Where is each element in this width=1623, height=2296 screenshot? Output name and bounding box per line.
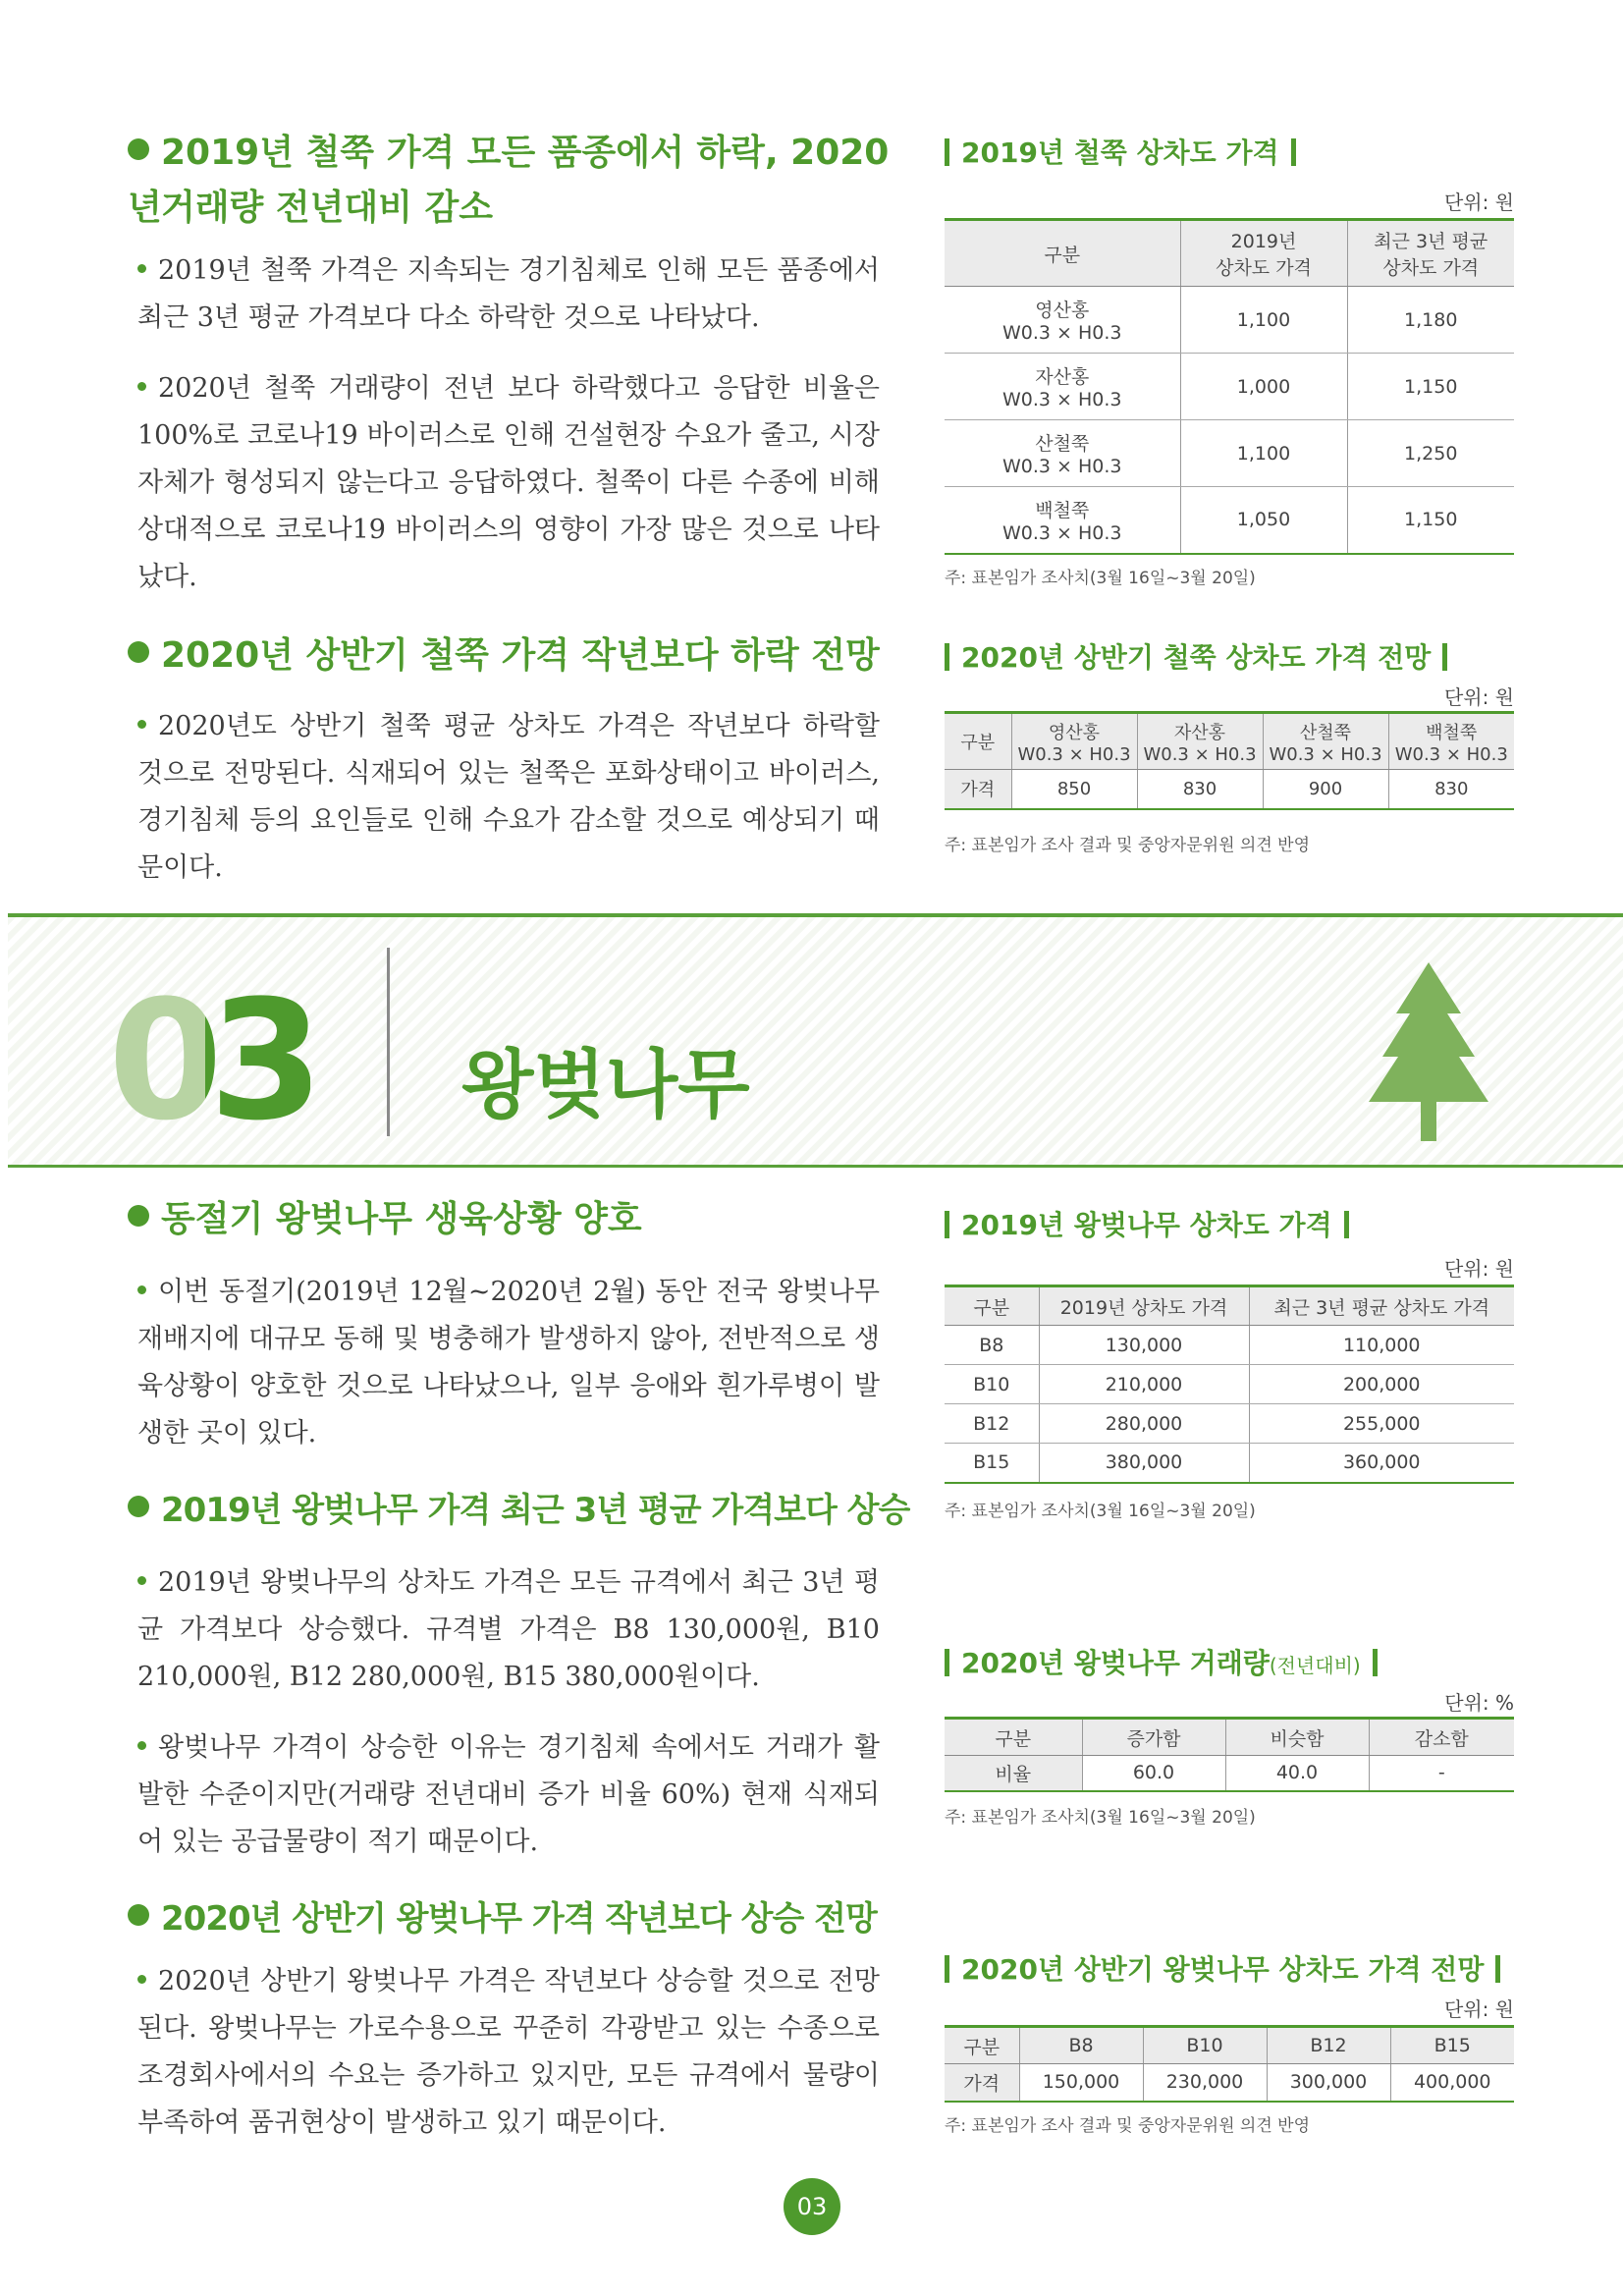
heading-bullet — [128, 138, 149, 160]
header-line: 최근 3년 평균 — [1374, 231, 1488, 252]
table1-note: 주: 표본임가 조사치(3월 16일~3월 20일) — [945, 569, 1256, 588]
header-line: 상차도 가격 — [1216, 257, 1312, 279]
table-cell: 900 — [1263, 770, 1388, 809]
tree-icon — [1365, 962, 1492, 1144]
table-cell: 200,000 — [1249, 1365, 1514, 1404]
table-cell: 400,000 — [1390, 2064, 1514, 2102]
heading-azalea-forecast — [128, 629, 893, 683]
table-row — [945, 1404, 1514, 1444]
title-bar-left — [945, 1649, 949, 1676]
table-cell: 1,180 — [1347, 287, 1514, 354]
table2-title — [945, 636, 1459, 676]
header-line: W0.3 × H0.3 — [1394, 743, 1508, 765]
paragraph-text: 2020년도 상반기 철쭉 평균 상차도 가격은 작년보다 하락할 것으로 전망된다. 식재되어 있는 철쭉은 포화상태이고 바이러스, 경기침체 등의 요인들로 인해 수요가 감소할 것으로 예상되기 때문이다. — [137, 711, 880, 883]
title-bar-right — [1344, 1211, 1349, 1238]
section-title: 왕벚나무 — [461, 1041, 750, 1128]
table-cell: 150,000 — [1019, 2064, 1143, 2102]
table-cell: B12 — [945, 1404, 1039, 1444]
title-bar-left — [945, 1955, 949, 1983]
paragraph-text: 왕벚나무 가격이 상승한 이유는 경기침체 속에서도 거래가 활발한 수준이지만(거래량 전년대비 증가 비율 60%) 현재 식재되어 있는 공급물량이 적기 때문이다. — [137, 1732, 880, 1857]
heading-bullet — [128, 1205, 149, 1227]
paragraph-cherry-price — [137, 1559, 880, 1701]
heading-cherry-forecast — [128, 1891, 913, 1946]
table-cell: 830 — [1388, 770, 1514, 809]
table-cell-name — [945, 287, 1180, 354]
heading-text: 2020년 상반기 왕벚나무 가격 작년보다 상승 전망 — [161, 1899, 877, 1939]
table2-header-category: 구분 — [945, 713, 1011, 770]
paragraph-bullet — [137, 382, 146, 391]
table-cell-name — [945, 420, 1180, 487]
table-cell: 1,100 — [1180, 420, 1347, 487]
cell-line: 산철쭉 — [1035, 433, 1090, 455]
table5-header: B10 — [1143, 2027, 1267, 2064]
heading-bullet — [128, 1904, 149, 1926]
paragraph-text: 2019년 철쭉 가격은 지속되는 경기침체로 인해 모든 품종에서 최근 3년 평균 가격보다 다소 하락한 것으로 나타났다. — [137, 255, 880, 333]
table-row — [945, 1444, 1514, 1483]
table4-header: 비슷함 — [1225, 1719, 1369, 1756]
table1-title — [945, 132, 1308, 171]
table4-header: 구분 — [945, 1719, 1082, 1756]
title-text: 2019년 왕벚나무 상차도 가격 — [961, 1209, 1332, 1241]
paragraph-cherry-forecast — [137, 1958, 880, 2147]
heading-text: 거래량 전년대비 감소 — [161, 188, 494, 228]
paragraph-bullet — [137, 264, 146, 273]
table-cell: 210,000 — [1039, 1365, 1249, 1404]
table-cell: 1,050 — [1180, 487, 1347, 554]
title-small-text: (전년대비) — [1269, 1654, 1361, 1677]
table4-title — [945, 1642, 1389, 1681]
table-cell: 1,150 — [1347, 354, 1514, 420]
table-row — [945, 770, 1514, 809]
heading-azalea-volume — [161, 181, 888, 236]
table-cell-name — [945, 354, 1180, 420]
heading-cherry-price-rise — [128, 1483, 913, 1538]
table4 — [945, 1717, 1514, 1792]
header-line: 산철쭉 — [1299, 722, 1352, 743]
heading-text: 2020년 상반기 철쭉 가격 작년보다 하락 전망 — [161, 635, 880, 676]
cell-line: W0.3 × H0.3 — [1001, 322, 1122, 344]
table5-header: B15 — [1390, 2027, 1514, 2064]
table5-note: 주: 표본임가 조사 결과 및 중앙자문위원 의견 반영 — [945, 2116, 1310, 2136]
table5-header: B8 — [1019, 2027, 1143, 2064]
header-line: 영산홍 — [1048, 722, 1101, 743]
table4-unit: 단위: % — [1444, 1691, 1514, 1715]
heading-text: 동절기 왕벚나무 생육상황 양호 — [161, 1199, 642, 1239]
table5-header: 구분 — [945, 2027, 1019, 2064]
table5-title — [945, 1948, 1512, 1988]
title-bar-right — [1495, 1955, 1500, 1983]
table5 — [945, 2025, 1514, 2103]
paragraph-bullet — [137, 1975, 146, 1984]
table5-header: B12 — [1267, 2027, 1390, 2064]
table-cell: 1,100 — [1180, 287, 1347, 354]
table2-note: 주: 표본임가 조사 결과 및 중앙자문위원 의견 반영 — [945, 836, 1310, 855]
paragraph-text: 2019년 왕벚나무의 상차도 가격은 모든 규격에서 최근 3년 평균 가격보다 상승했다. 규격별 가격은 B8 130,000원, B10 210,000원, B12 280,000원, B15 380,000원이다. — [137, 1567, 880, 1692]
cell-line: W0.3 × H0.3 — [1001, 389, 1122, 410]
header-line: W0.3 × H0.3 — [1269, 743, 1382, 765]
table-row — [945, 1756, 1514, 1791]
banner-divider — [387, 948, 390, 1136]
table-row-label: 가격 — [945, 770, 1011, 809]
paragraph-cherry-reason — [137, 1724, 880, 1866]
table4-header: 증가함 — [1082, 1719, 1225, 1756]
paragraph-bullet — [137, 1285, 146, 1294]
table1 — [945, 218, 1514, 555]
table-row — [945, 1326, 1514, 1365]
table-cell: 1,150 — [1347, 487, 1514, 554]
table3-header: 2019년 상차도 가격 — [1039, 1286, 1249, 1326]
cell-line: W0.3 × H0.3 — [1001, 521, 1122, 544]
table-cell: 130,000 — [1039, 1326, 1249, 1365]
heading-cherry-growth — [128, 1192, 893, 1247]
table1-header-2019 — [1180, 220, 1347, 287]
title-text: 2019년 철쭉 상차도 가격 — [961, 137, 1279, 169]
table-cell: 830 — [1137, 770, 1263, 809]
table-cell: 60.0 — [1082, 1756, 1225, 1791]
table3-title — [945, 1204, 1361, 1243]
table-cell: 110,000 — [1249, 1326, 1514, 1365]
table-row — [945, 420, 1514, 487]
table-cell: B8 — [945, 1326, 1039, 1365]
paragraph-azalea-volume — [137, 365, 880, 601]
paragraph-text: 2020년 철쭉 거래량이 전년 보다 하락했다고 응답한 비율은 100%로 코로나19 바이러스로 인해 건설현장 수요가 줄고, 시장 자체가 형성되지 않는다고 응답하였다. 철쭉이 다른 수종에 비해 상대적으로 코로나19 바이러스의 영향이 가장 많은 것으로 나타났다. — [137, 373, 880, 592]
table2-header-col — [1137, 713, 1263, 770]
header-line: 자산홍 — [1173, 722, 1226, 743]
table-row — [945, 287, 1514, 354]
table2-header-col — [1011, 713, 1137, 770]
title-bar-left — [945, 138, 949, 166]
table-cell: 280,000 — [1039, 1404, 1249, 1444]
section-number — [108, 964, 310, 1157]
table2 — [945, 711, 1514, 810]
table-cell: - — [1369, 1756, 1514, 1791]
table-cell: B10 — [945, 1365, 1039, 1404]
title-bar-right — [1442, 643, 1447, 671]
table-row-label: 비율 — [945, 1756, 1082, 1791]
table-cell: 40.0 — [1225, 1756, 1369, 1791]
table-cell-name — [945, 487, 1180, 554]
table1-header-category: 구분 — [945, 220, 1180, 287]
paragraph-bullet — [137, 1741, 146, 1750]
table-row — [945, 1365, 1514, 1404]
cell-line: 백철쭉 — [1035, 499, 1090, 521]
title-bar-right — [1373, 1649, 1378, 1676]
heading-bullet — [128, 641, 149, 663]
cell-line: 영산홍 — [1035, 300, 1090, 321]
table-cell: 230,000 — [1143, 2064, 1267, 2102]
header-line: W0.3 × H0.3 — [1143, 743, 1257, 765]
paragraph-bullet — [137, 1576, 146, 1585]
heading-text: 2019년 철쭉 가격 모든 품종에서 하락, 2020년 — [128, 133, 890, 228]
header-line: 백철쭉 — [1426, 722, 1478, 743]
paragraph-azalea-price — [137, 247, 880, 342]
table2-header-col — [1388, 713, 1514, 770]
title-text: 2020년 상반기 왕벚나무 상차도 가격 전망 — [961, 1953, 1485, 1986]
cell-line: W0.3 × H0.3 — [1001, 456, 1122, 477]
table4-header: 감소함 — [1369, 1719, 1514, 1756]
table4-note: 주: 표본임가 조사치(3월 16일~3월 20일) — [945, 1808, 1256, 1828]
header-line: 상차도 가격 — [1382, 257, 1480, 279]
table-row — [945, 2064, 1514, 2102]
table-cell: 255,000 — [1249, 1404, 1514, 1444]
section-number-text: 03 — [108, 964, 310, 1157]
table-cell: 1,250 — [1347, 420, 1514, 487]
table3 — [945, 1285, 1514, 1484]
table-cell: 1,000 — [1180, 354, 1347, 420]
table3-header: 최근 3년 평균 상차도 가격 — [1249, 1286, 1514, 1326]
table-cell: 380,000 — [1039, 1444, 1249, 1483]
paragraph-text: 2020년 상반기 왕벚나무 가격은 작년보다 상승할 것으로 전망된다. 왕벚나무는 가로수용으로 꾸준히 각광받고 있는 수종으로 조경회사에서의 수요는 증가하고 있지만, 모든 규격에서 물량이 부족하여 품귀현상이 발생하고 있기 때문이다. — [137, 1966, 880, 2138]
title-text: 2020년 왕벚나무 거래량 — [961, 1647, 1270, 1679]
table-cell: 300,000 — [1267, 2064, 1390, 2102]
table1-unit: 단위: 원 — [1443, 191, 1514, 214]
cell-line: 자산홍 — [1035, 366, 1090, 388]
table2-unit: 단위: 원 — [1443, 685, 1514, 709]
header-line: 2019년 — [1230, 231, 1297, 252]
table1-header-3yr — [1347, 220, 1514, 287]
table-row — [945, 354, 1514, 420]
title-bar-left — [945, 1211, 949, 1238]
table2-header-col — [1263, 713, 1388, 770]
paragraph-cherry-growth — [137, 1269, 880, 1457]
table3-unit: 단위: 원 — [1443, 1257, 1514, 1281]
table-cell: B15 — [945, 1444, 1039, 1483]
table-cell: 850 — [1011, 770, 1137, 809]
title-bar-right — [1291, 138, 1296, 166]
paragraph-bullet — [137, 720, 146, 729]
heading-bullet — [128, 1496, 149, 1517]
table3-header: 구분 — [945, 1286, 1039, 1326]
header-line: W0.3 × H0.3 — [1017, 743, 1131, 765]
paragraph-azalea-forecast — [137, 703, 880, 892]
title-text: 2020년 상반기 철쭉 상차도 가격 전망 — [961, 641, 1432, 674]
page-number: 03 — [784, 2178, 840, 2235]
table5-unit: 단위: 원 — [1443, 1997, 1514, 2021]
heading-text: 2019년 왕벚나무 가격 최근 3년 평균 가격보다 상승 — [161, 1491, 910, 1530]
table-row-label: 가격 — [945, 2064, 1019, 2102]
title-bar-left — [945, 643, 949, 671]
paragraph-text: 이번 동절기(2019년 12월~2020년 2월) 동안 전국 왕벚나무 재배지에 대규모 동해 및 병충해가 발생하지 않아, 전반적으로 생육상황이 양호한 것으로 나타났으나, 일부 응애와 흰가루병이 발생한 곳이 있다. — [137, 1277, 880, 1449]
table-row — [945, 487, 1514, 554]
table3-note: 주: 표본임가 조사치(3월 16일~3월 20일) — [945, 1502, 1256, 1521]
table-cell: 360,000 — [1249, 1444, 1514, 1483]
